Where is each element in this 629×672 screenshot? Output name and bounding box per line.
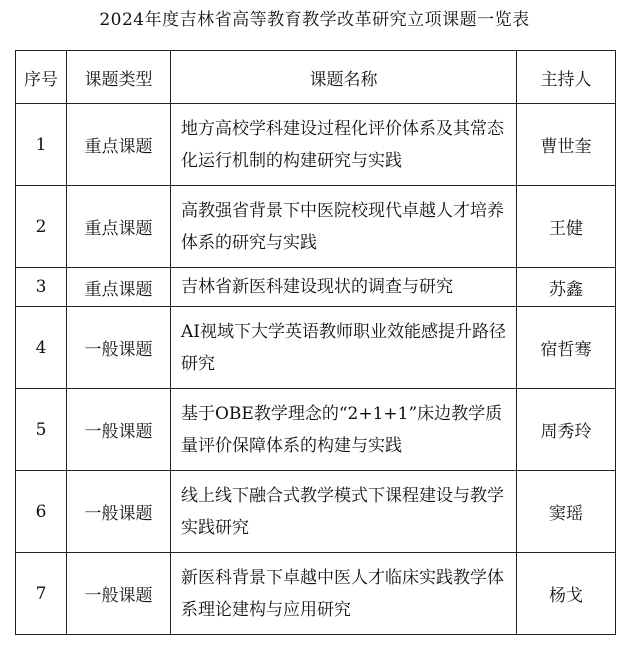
- row-name: AI视域下大学英语教师职业效能感提升路径研究: [181, 321, 506, 374]
- row-name: 地方高校学科建设过程化评价体系及其常态化运行机制的构建研究与实践: [181, 118, 504, 171]
- row-type: 重点课题: [67, 186, 171, 268]
- row-host: 杨戈: [517, 553, 616, 635]
- row-name-cell: [171, 307, 517, 389]
- row-host: 王健: [517, 186, 616, 268]
- row-name: 高教强省背景下中医院校现代卓越人才培养体系的研究与实践: [181, 200, 504, 253]
- document-title: 2024年度吉林省高等教育教学改革研究立项课题一览表: [99, 10, 530, 30]
- row-host: 曹世奎: [517, 104, 616, 186]
- row-name-cell: [171, 553, 517, 635]
- table-header-row: [16, 51, 616, 104]
- row-type: 一般课题: [67, 307, 171, 389]
- row-name-cell: [171, 268, 517, 307]
- row-host: 宿哲骞: [517, 307, 616, 389]
- row-name-cell: [171, 471, 517, 553]
- row-no: 6: [16, 471, 67, 553]
- row-type: 一般课题: [67, 389, 171, 471]
- table-row: [16, 307, 616, 389]
- row-no: 2: [16, 186, 67, 268]
- row-name-cell: [171, 104, 517, 186]
- table-row: [16, 104, 616, 186]
- row-name: 吉林省新医科建设现状的调查与研究: [181, 277, 453, 297]
- projects-table: [15, 50, 616, 635]
- table-row: [16, 389, 616, 471]
- row-type: 重点课题: [67, 104, 171, 186]
- row-name: 线上线下融合式教学模式下课程建设与教学实践研究: [181, 485, 504, 538]
- row-name-cell: [171, 389, 517, 471]
- row-name: 基于OBE教学理念的“2+1+1”床边教学质量评价保障体系的构建与实践: [181, 403, 503, 456]
- row-host: 周秀玲: [517, 389, 616, 471]
- row-no: 5: [16, 389, 67, 471]
- header-name: 课题名称: [171, 51, 517, 104]
- row-no: 4: [16, 307, 67, 389]
- row-type: 一般课题: [67, 553, 171, 635]
- table-row: [16, 186, 616, 268]
- row-type: 一般课题: [67, 471, 171, 553]
- row-name-cell: [171, 186, 517, 268]
- header-no: 序号: [16, 51, 67, 104]
- table-row: [16, 268, 616, 307]
- row-no: 7: [16, 553, 67, 635]
- row-name: 新医科背景下卓越中医人才临床实践教学体系理论建构与应用研究: [181, 567, 504, 620]
- row-no: 3: [16, 268, 67, 307]
- row-host: 窦瑶: [517, 471, 616, 553]
- header-host: 主持人: [517, 51, 616, 104]
- row-host: 苏鑫: [517, 268, 616, 307]
- row-type: 重点课题: [67, 268, 171, 307]
- table-row: [16, 471, 616, 553]
- header-type: 课题类型: [67, 51, 171, 104]
- table-row: [16, 553, 616, 635]
- row-no: 1: [16, 104, 67, 186]
